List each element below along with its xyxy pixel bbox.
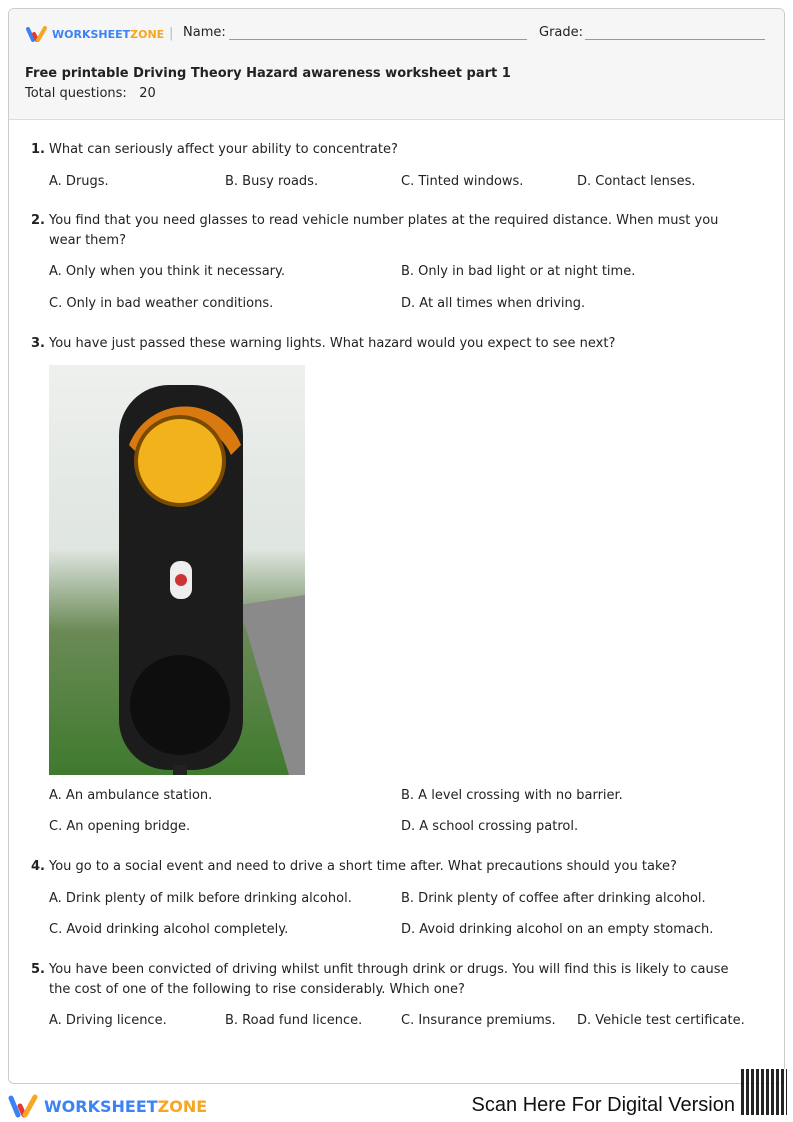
question-text: You go to a social event and need to drive a short time after. What precautions should you take?	[49, 859, 677, 874]
name-label: Name:	[183, 25, 226, 40]
option[interactable]: D. A school crossing patrol.	[401, 819, 579, 834]
option[interactable]: D. Contact lenses.	[577, 174, 696, 189]
logo-text: WORKSHEET	[52, 27, 131, 41]
option[interactable]: C. Only in bad weather conditions.	[49, 296, 274, 311]
option[interactable]: D. At all times when driving.	[401, 296, 586, 311]
logo	[26, 26, 164, 42]
option[interactable]: B. Road fund licence.	[225, 1013, 363, 1028]
total-value: 20	[139, 86, 156, 101]
qr-code[interactable]	[741, 1069, 787, 1115]
footer-logo	[8, 1094, 207, 1118]
total-label: Total questions:	[25, 86, 127, 101]
option[interactable]: C. Insurance premiums.	[401, 1013, 556, 1028]
option[interactable]: B. Drink plenty of coffee after drinking alcohol.	[401, 891, 706, 906]
question-text: What can seriously affect your ability to concentrate?	[49, 142, 398, 157]
worksheet-header	[9, 9, 784, 120]
worksheet	[8, 8, 785, 1084]
grade-field[interactable]	[585, 39, 765, 40]
warning-lights-photo	[49, 365, 305, 775]
question-text: You have just passed these warning lights. What hazard would you expect to see next?	[49, 336, 616, 351]
option[interactable]: D. Vehicle test certificate.	[577, 1013, 745, 1028]
total-questions	[25, 86, 156, 101]
traffic-light-image	[49, 365, 305, 775]
logo-text: ZONE	[130, 27, 165, 41]
option[interactable]: B. Busy roads.	[225, 174, 319, 189]
question-number: 3.	[31, 336, 45, 351]
option[interactable]: C. Avoid drinking alcohol completely.	[49, 922, 289, 937]
question-number: 2.	[31, 213, 45, 228]
option[interactable]: B. Only in bad light or at night time.	[401, 264, 636, 279]
option[interactable]: C. Tinted windows.	[401, 174, 524, 189]
logo-icon	[26, 26, 48, 42]
option[interactable]: D. Avoid drinking alcohol on an empty stomach.	[401, 922, 714, 937]
logo-text: WORKSHEET	[44, 1096, 158, 1116]
option[interactable]: A. Only when you think it necessary.	[49, 264, 285, 279]
question-number: 4.	[31, 859, 45, 874]
divider: |	[169, 26, 174, 41]
option[interactable]: B. A level crossing with no barrier.	[401, 788, 623, 803]
scan-text: Scan Here For Digital Version	[471, 1094, 735, 1116]
option[interactable]: A. Drugs.	[49, 174, 109, 189]
option[interactable]: A. Driving licence.	[49, 1013, 167, 1028]
question-text: You find that you need glasses to read vehicle number plates at the required distance. When must you wear them?	[49, 213, 719, 248]
option[interactable]: A. Drink plenty of milk before drinking alcohol.	[49, 891, 352, 906]
question-number: 1.	[31, 142, 45, 157]
question-number: 5.	[31, 962, 45, 977]
logo-icon	[8, 1094, 38, 1118]
worksheet-title: Free printable Driving Theory Hazard awareness worksheet part 1	[25, 66, 511, 81]
logo-text: ZONE	[157, 1096, 208, 1116]
option[interactable]: A. An ambulance station.	[49, 788, 213, 803]
grade-label: Grade:	[539, 25, 584, 40]
question-text: You have been convicted of driving whilst unfit through drink or drugs. You will find this is likely to cause the cost of one of the following to rise considerably. Which one?	[49, 962, 729, 997]
name-field[interactable]	[229, 39, 527, 40]
option[interactable]: C. An opening bridge.	[49, 819, 191, 834]
